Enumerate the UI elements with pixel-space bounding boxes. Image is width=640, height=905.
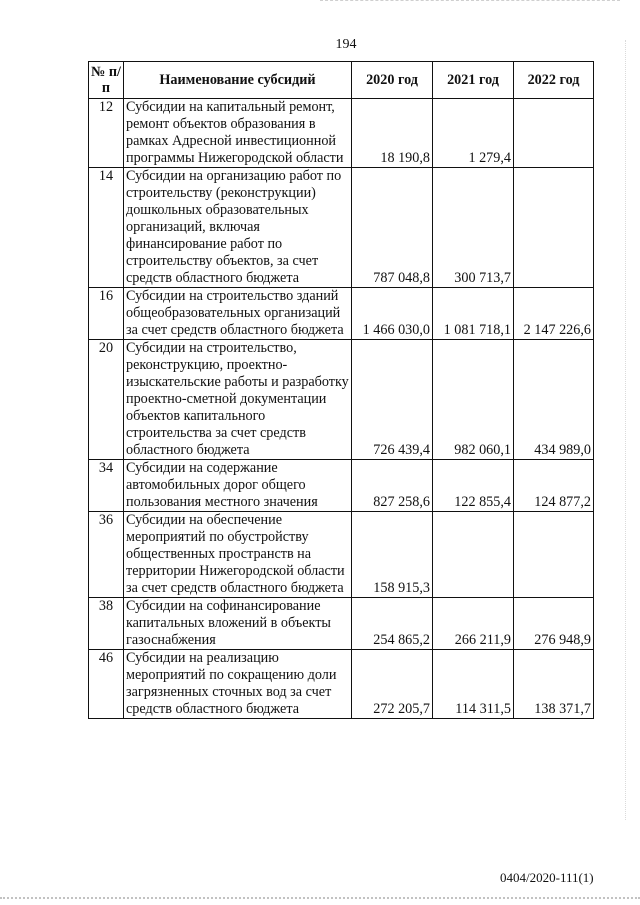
- row-num: 34: [89, 460, 124, 512]
- row-value-2020: 827 258,6: [352, 460, 433, 512]
- header-2020: 2020 год: [352, 62, 433, 99]
- row-value-2022: 276 948,9: [514, 598, 594, 650]
- row-name: Субсидии на строительство зданий общеобразовательных организаций за счет средств областного бюджета: [124, 288, 352, 340]
- row-num: 12: [89, 99, 124, 168]
- row-value-2022: 2 147 226,6: [514, 288, 594, 340]
- table-row: [89, 340, 594, 460]
- row-value-2021: 982 060,1: [433, 340, 514, 460]
- table-row: [89, 650, 594, 719]
- row-value-2020: 272 205,7: [352, 650, 433, 719]
- row-num: 38: [89, 598, 124, 650]
- row-name: Субсидии на организацию работ по строительству (реконструкции) дошкольных образовательных организаций, включая финансирование работ по строительству объектов, за счет средств областного бюджета: [124, 168, 352, 288]
- document-code: 0404/2020-111(1): [500, 870, 594, 885]
- row-num: 20: [89, 340, 124, 460]
- table-row: [89, 99, 594, 168]
- row-value-2020: 787 048,8: [352, 168, 433, 288]
- row-value-2022: 124 877,2: [514, 460, 594, 512]
- row-value-2022: [514, 512, 594, 598]
- subsidies-table: [88, 61, 594, 719]
- row-value-2020: 18 190,8: [352, 99, 433, 168]
- row-value-2020: 726 439,4: [352, 340, 433, 460]
- row-name: Субсидии на обеспечение мероприятий по обустройству общественных пространств на территории Нижегородской области за счет средств областного бюджета: [124, 512, 352, 598]
- row-value-2022: 434 989,0: [514, 340, 594, 460]
- page-number: 194: [335, 37, 357, 52]
- row-value-2022: [514, 168, 594, 288]
- table-row: [89, 288, 594, 340]
- header-num: № п/п: [89, 62, 124, 99]
- table-row: [89, 168, 594, 288]
- header-2021: 2021 год: [433, 62, 514, 99]
- row-num: 36: [89, 512, 124, 598]
- row-num: 16: [89, 288, 124, 340]
- header-2022: 2022 год: [514, 62, 594, 99]
- row-name: Субсидии на реализацию мероприятий по сокращению доли загрязненных сточных вод за счет средств областного бюджета: [124, 650, 352, 719]
- row-value-2021: 300 713,7: [433, 168, 514, 288]
- table-header: [89, 62, 594, 99]
- scan-artifact-top: [320, 0, 620, 7]
- row-value-2021: 1 279,4: [433, 99, 514, 168]
- row-value-2020: 1 466 030,0: [352, 288, 433, 340]
- row-name: Субсидии на софинансирование капитальных вложений в объекты газоснабжения: [124, 598, 352, 650]
- scan-artifact-bottom: [0, 897, 640, 902]
- scan-artifact-side: [625, 40, 627, 820]
- row-name: Субсидии на строительство, реконструкцию, проектно-изыскательские работы и разработку проектно-сметной документации объектов капитального строительства за счет средств областного бюджета: [124, 340, 352, 460]
- row-value-2020: 254 865,2: [352, 598, 433, 650]
- row-name: Субсидии на содержание автомобильных дорог общего пользования местного значения: [124, 460, 352, 512]
- header-row: [89, 62, 594, 99]
- row-value-2021: [433, 512, 514, 598]
- row-name: Субсидии на капитальный ремонт, ремонт объектов образования в рамках Адресной инвестиционной программы Нижегородской области: [124, 99, 352, 168]
- table-body: [89, 99, 594, 719]
- row-value-2021: 266 211,9: [433, 598, 514, 650]
- row-value-2022: 138 371,7: [514, 650, 594, 719]
- header-name: Наименование субсидий: [124, 62, 352, 99]
- table-row: [89, 598, 594, 650]
- row-value-2022: [514, 99, 594, 168]
- row-num: 14: [89, 168, 124, 288]
- row-num: 46: [89, 650, 124, 719]
- row-value-2020: 158 915,3: [352, 512, 433, 598]
- table-row: [89, 512, 594, 598]
- row-value-2021: 114 311,5: [433, 650, 514, 719]
- table-row: [89, 460, 594, 512]
- row-value-2021: 1 081 718,1: [433, 288, 514, 340]
- row-value-2021: 122 855,4: [433, 460, 514, 512]
